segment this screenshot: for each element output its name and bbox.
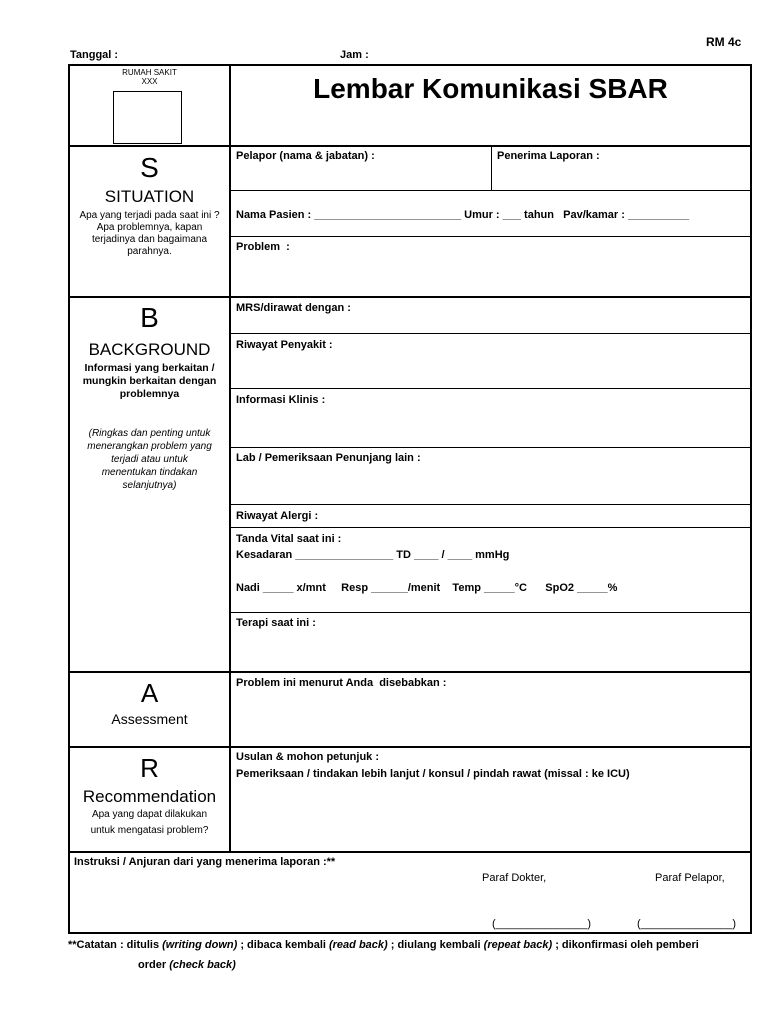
background-letter: B [140, 302, 159, 333]
background-note-3: terjadi atau untuk [111, 454, 188, 465]
situation-letter: S [140, 152, 159, 183]
penerima-field[interactable]: Penerima Laporan : [497, 150, 600, 162]
paraf-pelapor-label: Paraf Pelapor, [655, 872, 725, 884]
problem-cause-field[interactable]: Problem ini menurut Anda disebabkan : [236, 677, 447, 689]
riwayat-alergi-field[interactable]: Riwayat Alergi : [236, 510, 319, 522]
footnote-line-2: order (check back) [138, 959, 236, 971]
riwayat-penyakit-field[interactable]: Riwayat Penyakit : [236, 339, 333, 351]
background-note-5: selanjutnya) [122, 480, 177, 491]
situation-desc-2: Apa problemnya, kapan [96, 222, 203, 233]
situation-desc-1: Apa yang terjadi pada saat ini ? [79, 210, 220, 221]
background-heading: BACKGROUND [88, 340, 211, 359]
informasi-klinis-field[interactable]: Informasi Klinis : [236, 394, 326, 406]
recommendation-desc-1: Apa yang dapat dilakukan [91, 809, 208, 820]
recommendation-desc-2: untuk mengatasi problem? [90, 825, 209, 836]
situation-desc-3: terjadinya dan bagaimana [91, 234, 208, 245]
recommendation-letter: R [140, 753, 159, 783]
pelapor-field[interactable]: Pelapor (nama & jabatan) : [236, 150, 375, 162]
kesadaran-row[interactable]: Kesadaran ________________ TD ____ / ____ mmHg [236, 549, 510, 561]
dokter-signature-line[interactable]: (_______________) [492, 918, 592, 930]
situation-desc-4: parahnya. [127, 246, 172, 257]
mrs-field[interactable]: MRS/dirawat dengan : [236, 302, 351, 314]
jam-label: Jam : [340, 49, 369, 61]
form-title: Lembar Komunikasi SBAR [313, 73, 668, 104]
patient-info-row[interactable]: Nama Pasien : ________________________ Umur : ___ tahun Pav/kamar : __________ [236, 209, 690, 221]
footnote-line-1: **Catatan : ditulis (writing down) ; dibaca kembali (read back) ; diulang kembali (repeat back) ; dikonfirmasi oleh pemberi [68, 939, 699, 951]
pemeriksaan-field[interactable]: Pemeriksaan / tindakan lebih lanjut / konsul / pindah rawat (missal : ke ICU) [236, 768, 630, 780]
paraf-dokter-label: Paraf Dokter, [482, 872, 547, 884]
background-desc-2: mungkin berkaitan dengan [82, 375, 217, 387]
tanggal-label: Tanggal : [70, 49, 119, 61]
hospital-code: XXX [141, 77, 158, 86]
instruction-field[interactable]: Instruksi / Anjuran dari yang menerima laporan :** [74, 856, 336, 868]
situation-heading: SITUATION [104, 187, 195, 206]
tanda-vital-label: Tanda Vital saat ini : [236, 533, 342, 545]
background-note-4: menentukan tindakan [101, 467, 198, 478]
recommendation-heading: Recommendation [82, 787, 217, 806]
background-note-2: menerangkan problem yang [87, 441, 212, 452]
background-desc-3: problemnya [119, 388, 180, 400]
lab-field[interactable]: Lab / Pemeriksaan Penunjang lain : [236, 452, 421, 464]
background-note-1: (Ringkas dan penting untuk [88, 428, 211, 439]
hospital-logo-box [113, 91, 182, 144]
assessment-letter: A [140, 678, 159, 708]
hospital-name: RUMAH SAKIT [122, 68, 177, 77]
background-desc-1: Informasi yang berkaitan / [84, 362, 215, 374]
assessment-heading: Assessment [111, 711, 188, 727]
document-code: RM 4c [706, 35, 742, 49]
problem-field[interactable]: Problem : [236, 241, 290, 253]
terapi-field[interactable]: Terapi saat ini : [236, 617, 316, 629]
pelapor-signature-line[interactable]: (_______________) [637, 918, 737, 930]
vital-signs-row[interactable]: Nadi _____ x/mnt Resp ______/menit Temp _____°C SpO2 _____% [236, 582, 618, 594]
usulan-label: Usulan & mohon petunjuk : [236, 751, 379, 763]
